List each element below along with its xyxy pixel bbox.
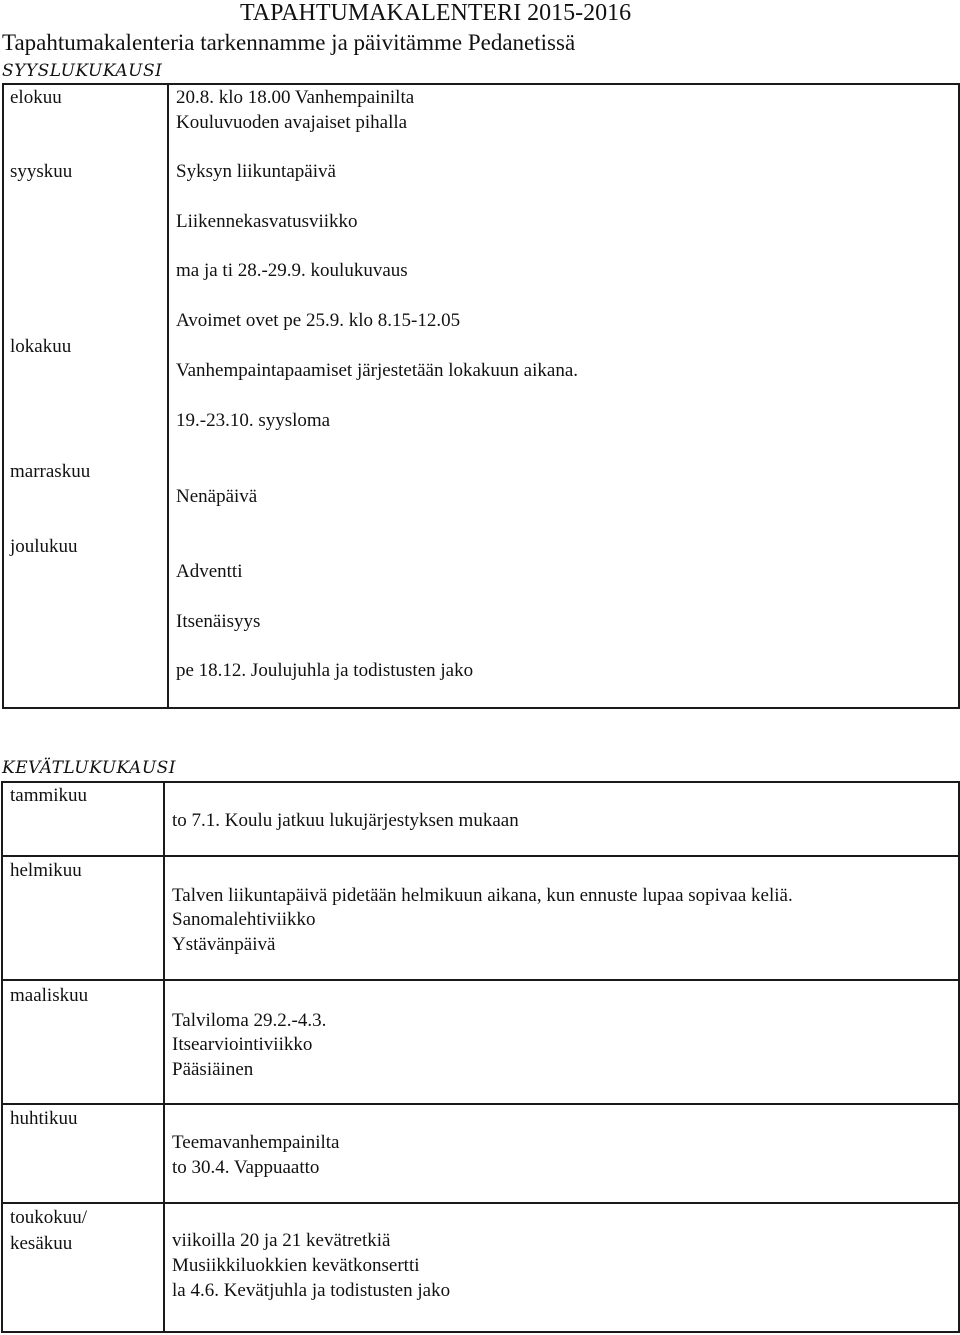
event-item: Itsearviointiviikko xyxy=(172,1034,313,1055)
event-item: Musiikkiluokkien kevätkonsertti xyxy=(172,1255,420,1276)
row-divider xyxy=(1,855,960,857)
month-label: toukokuu/ xyxy=(10,1207,88,1228)
month-label: helmikuu xyxy=(10,860,82,881)
event-item: Pääsiäinen xyxy=(172,1059,254,1080)
event-item: Syksyn liikuntapäivä xyxy=(176,161,336,182)
event-item: la 4.6. Kevätjuhla ja todistusten jako xyxy=(172,1280,451,1301)
event-item: 19.-23.10. syysloma xyxy=(176,410,331,431)
event-item: Adventti xyxy=(176,561,243,582)
row-divider xyxy=(1,979,960,981)
month-label: maaliskuu xyxy=(10,985,89,1006)
event-item: Kouluvuoden avajaiset pihalla xyxy=(176,112,408,133)
month-label: syyskuu xyxy=(10,161,73,182)
month-label: elokuu xyxy=(10,87,62,108)
month-label: kesäkuu xyxy=(10,1233,73,1254)
event-item: Avoimet ovet pe 25.9. klo 8.15-12.05 xyxy=(176,310,461,331)
month-label: tammikuu xyxy=(10,785,88,806)
event-item: 20.8. klo 18.00 Vanhempainilta xyxy=(176,87,415,108)
event-item: to 7.1. Koulu jatkuu lukujärjestyksen mukaan xyxy=(172,810,519,831)
event-item: Nenäpäivä xyxy=(176,486,258,507)
page-subtitle: Tapahtumakalenteria tarkennamme ja päivitämme Pedanetissä xyxy=(2,30,576,55)
event-item: Teemavanhempainilta xyxy=(172,1132,340,1153)
autumn-column-divider xyxy=(167,85,169,707)
autumn-section-label: SYYSLUKUKAUSI xyxy=(2,61,163,81)
event-item: Talven liikuntapäivä pidetään helmikuun aikana, kun ennuste lupaa sopivaa keliä. xyxy=(172,885,793,906)
month-label: lokakuu xyxy=(10,336,72,357)
spring-column-divider xyxy=(163,783,165,1331)
event-item: Liikennekasvatusviikko xyxy=(176,211,358,232)
event-item: to 30.4. Vappuaatto xyxy=(172,1157,320,1178)
event-item: Ystävänpäivä xyxy=(172,934,276,955)
spring-section-label: KEVÄTLUKUKAUSI xyxy=(2,758,177,778)
autumn-calendar-table xyxy=(2,83,960,709)
event-item: Itsenäisyys xyxy=(176,611,261,632)
event-item: Sanomalehtiviikko xyxy=(172,909,316,930)
row-divider xyxy=(1,1202,960,1204)
month-label: huhtikuu xyxy=(10,1108,78,1129)
spring-calendar-table xyxy=(1,781,960,1333)
event-item: Vanhempaintapaamiset järjestetään lokakuun aikana. xyxy=(176,360,579,381)
event-item: ma ja ti 28.-29.9. koulukuvaus xyxy=(176,260,408,281)
page-title: TAPAHTUMAKALENTERI 2015-2016 xyxy=(240,0,632,26)
event-item: viikoilla 20 ja 21 kevätretkiä xyxy=(172,1230,391,1251)
row-divider xyxy=(1,1103,960,1105)
month-label: marraskuu xyxy=(10,461,91,482)
month-label: joulukuu xyxy=(10,536,78,557)
event-item: Talviloma 29.2.-4.3. xyxy=(172,1010,327,1031)
event-item: pe 18.12. Joulujuhla ja todistusten jako xyxy=(176,660,474,681)
